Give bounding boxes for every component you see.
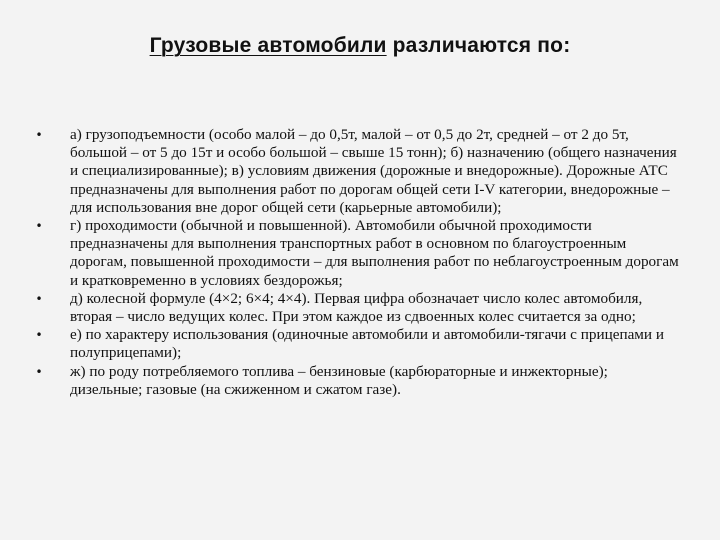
bullet-icon: • <box>35 328 43 343</box>
bullet-text: ж) по роду потребляемого топлива – бензиновые (карбюраторные и инжекторные); дизельные; газовые (на сжиженном и сжатом газе). <box>70 362 608 398</box>
bullet-item <box>32 217 682 290</box>
slide-title-underlined: Грузовые автомобили <box>149 34 387 57</box>
bullet-item <box>32 126 682 217</box>
bullet-icon: • <box>35 291 43 306</box>
bullet-text: г) проходимости (обычной и повышенной). Автомобили обычной проходимости предназначены для выполнения транспортных работ в основном по благоустроенным дорогам, повышенной проходимости – для выполнения работ по неблагоустроенным дорогам и кратковременно в условиях бездорожья; <box>70 217 679 289</box>
bullet-text: е) по характеру использования (одиночные автомобили и автомобили-тягачи с прицепами и полуприцепами); <box>70 326 664 362</box>
bullet-list <box>32 126 682 399</box>
bullet-text: а) грузоподъемности (особо малой – до 0,5т, малой – от 0,5 до 2т, средней – от 2 до 5т, большой – от 5 до 15т и особо большой – свыше 15 тонн); б) назначению (общего назначения и специализированные); в) условиям движения (дорожные и внедорожные). Дорожные АТС предназначены для выполнения работ по дорогам общей сети I-V категории, внедорожные – для использования вне дорог общей сети (карьерные автомобили); <box>70 126 677 216</box>
slide-title <box>0 34 720 58</box>
bullet-icon: • <box>35 364 43 379</box>
bullet-item <box>32 290 682 326</box>
bullet-icon: • <box>35 128 43 142</box>
bullet-item <box>32 363 682 399</box>
bullet-item <box>32 326 682 362</box>
bullet-text: д) колесной формуле (4×2; 6×4; 4×4). Первая цифра обозначает число колес автомобиля, вторая – число ведущих колес. При этом каждое из сдвоенных колес считается за одно; <box>70 289 643 326</box>
bullet-icon: • <box>35 219 43 234</box>
slide-title-rest: различаются по: <box>386 34 571 57</box>
